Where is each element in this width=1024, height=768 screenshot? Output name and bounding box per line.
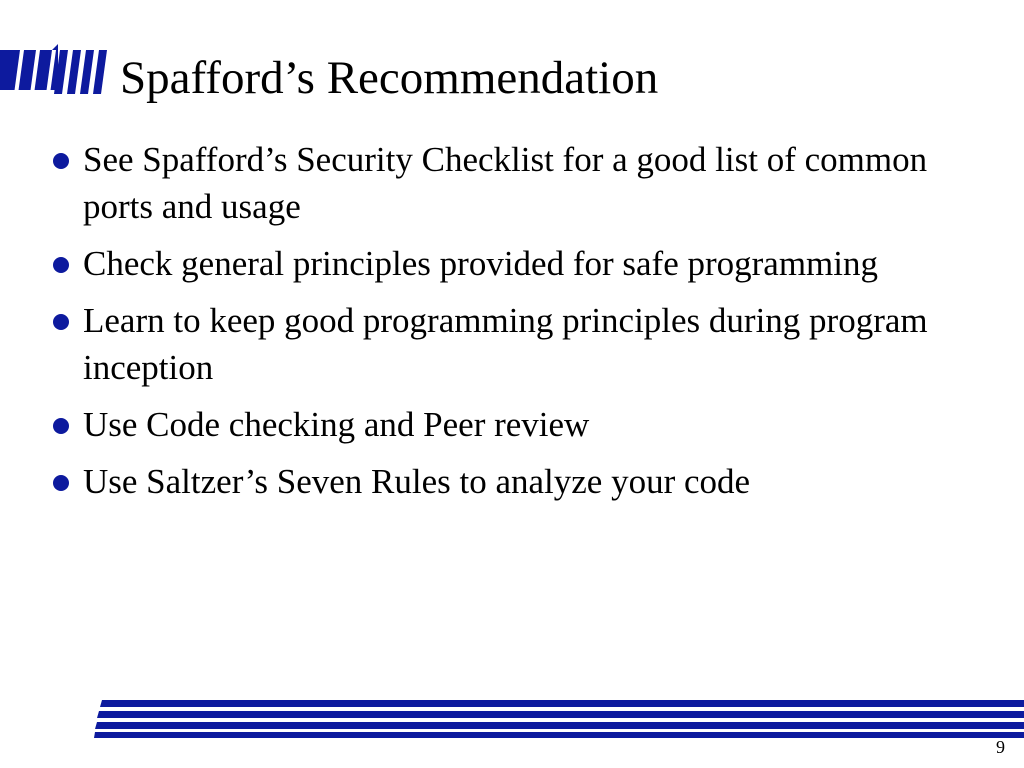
title-stripes-logo [0, 44, 110, 98]
bullet-item [44, 458, 944, 505]
bullet-dot-icon [53, 314, 69, 330]
bullet-item [44, 401, 944, 448]
bullet-list [44, 136, 944, 515]
bullet-dot-icon [53, 418, 69, 434]
bullet-text: Check general principles provided for safe programming [83, 244, 879, 283]
bullet-text: Use Code checking and Peer review [83, 405, 590, 444]
bullet-text: Use Saltzer’s Seven Rules to analyze your code [83, 462, 751, 501]
footer-stripes-decoration [94, 700, 1024, 738]
bullet-item [44, 297, 944, 391]
bullet-dot-icon [53, 257, 69, 273]
bullet-text: Learn to keep good programming principles during program inception [83, 301, 928, 387]
bullet-item [44, 136, 944, 230]
page-number: 9 [996, 737, 1005, 757]
slide-title: Spafford’s Recommendation [120, 52, 659, 104]
bullet-dot-icon [53, 475, 69, 491]
bullet-dot-icon [53, 153, 69, 169]
bullet-text: See Spafford’s Security Checklist for a good list of common ports and usage [83, 140, 928, 226]
bullet-item [44, 240, 944, 287]
